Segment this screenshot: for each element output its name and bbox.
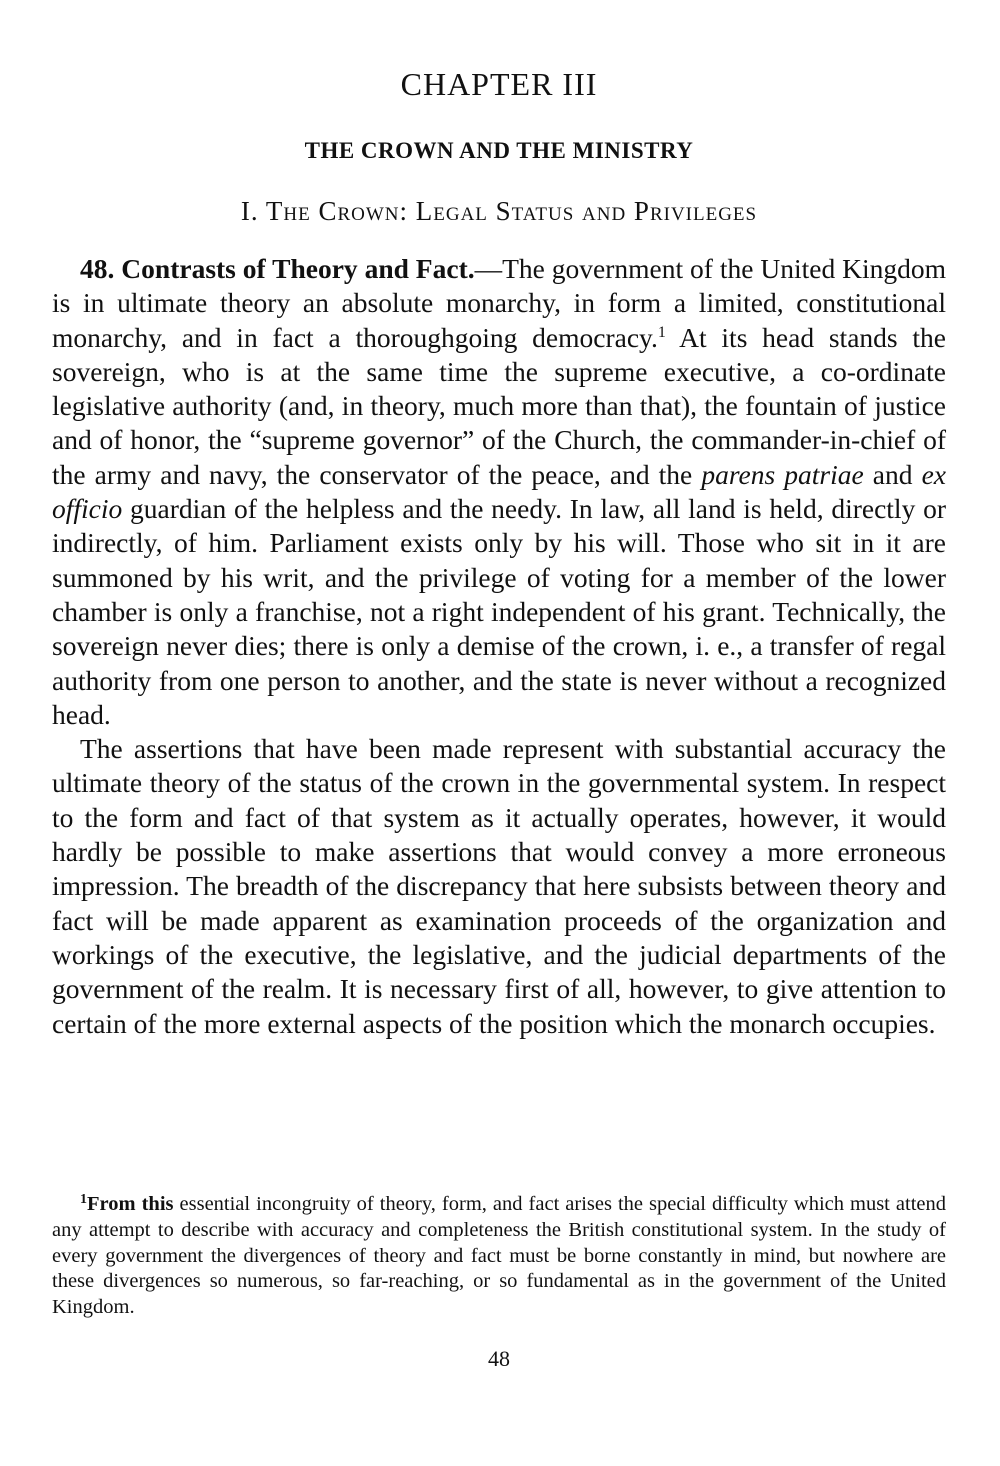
paragraph-text-part-d: guardian of the helpless and the needy. In law, all land is held, directly or indirectly, of him. Parliament exists only by his will. Those who sit in it are summoned by his writ, and the privilege of voting for a member of the lower chamber is only a franchise, not a right independent of his grant. Technically, the sovereign never dies; there is only a demise of the crown, i. e., a transfer of regal authority from one person to another, and the state is never without a recognized head.: [52, 493, 946, 730]
section-heading: I. The Crown: Legal Status and Privileges: [240, 196, 758, 226]
body-text: [52, 252, 946, 1041]
paragraph-assertions: The assertions that have been made represent with substantial accuracy the ultimate theory of the status of the crown in the governmental system. In respect to the form and fact of that system as it actually operates, however, it would hardly be possible to make assertions that would convey a more erroneous impression. The breadth of the discrepancy that here subsists between theory and fact will be made apparent as examination proceeds of the organization and workings of the executive, the legislative, and the judicial departments of the government of the realm. It is necessary first of all, however, to give attention to certain of the more external aspects of the position which the monarch occupies.: [52, 733, 946, 1039]
italic-term-parens-patriae: parens patriae: [701, 458, 864, 490]
footnote-text: essential incongruity of theory, form, and fact arises the special difficulty which must attend any attempt to describe with accuracy and completeness the British constitutional system. In the study of every government the divergences of theory and fact must be borne constantly in mind, but nowhere are these divergences so numerous, so far-reaching, or so fundamental as in the government of the United Kingdom.: [52, 1193, 946, 1319]
footnote-lead: From this: [87, 1193, 174, 1215]
paragraph-text-part-b: At its head stands the sovereign, who is at the same time the supreme executive, a co-ordinate legislative authority (and, in theory, much more than that), the fountain of justice and of honor, the “supreme governor” of the Church, the commander-in-chief of the army and navy, the conservator of the peace, and the: [52, 321, 946, 490]
italic-term-ex-officio: ex officio: [52, 458, 946, 525]
book-page: [52, 0, 946, 1466]
paragraph-heading: Contrasts of Theory and Fact.: [121, 253, 475, 284]
footnote: [52, 1192, 946, 1321]
paragraph-text-part-c: and: [863, 458, 922, 490]
footnote-mark: 1: [80, 1192, 87, 1207]
chapter-title: THE CROWN AND THE MINISTRY: [304, 138, 694, 163]
footnote-reference: 1: [657, 323, 666, 341]
page-number: 48: [488, 1346, 510, 1371]
paragraph-text-part-a: —The government of the United Kingdom is in ultimate theory an absolute monarchy, in form a limited, constitutional monarchy, and in fact a thoroughgoing democracy.: [52, 253, 947, 353]
chapter-label: CHAPTER III: [400, 66, 598, 102]
paragraph-number: 48.: [80, 253, 115, 284]
footnote-body: [52, 1192, 946, 1321]
paragraph-48: [52, 252, 946, 732]
